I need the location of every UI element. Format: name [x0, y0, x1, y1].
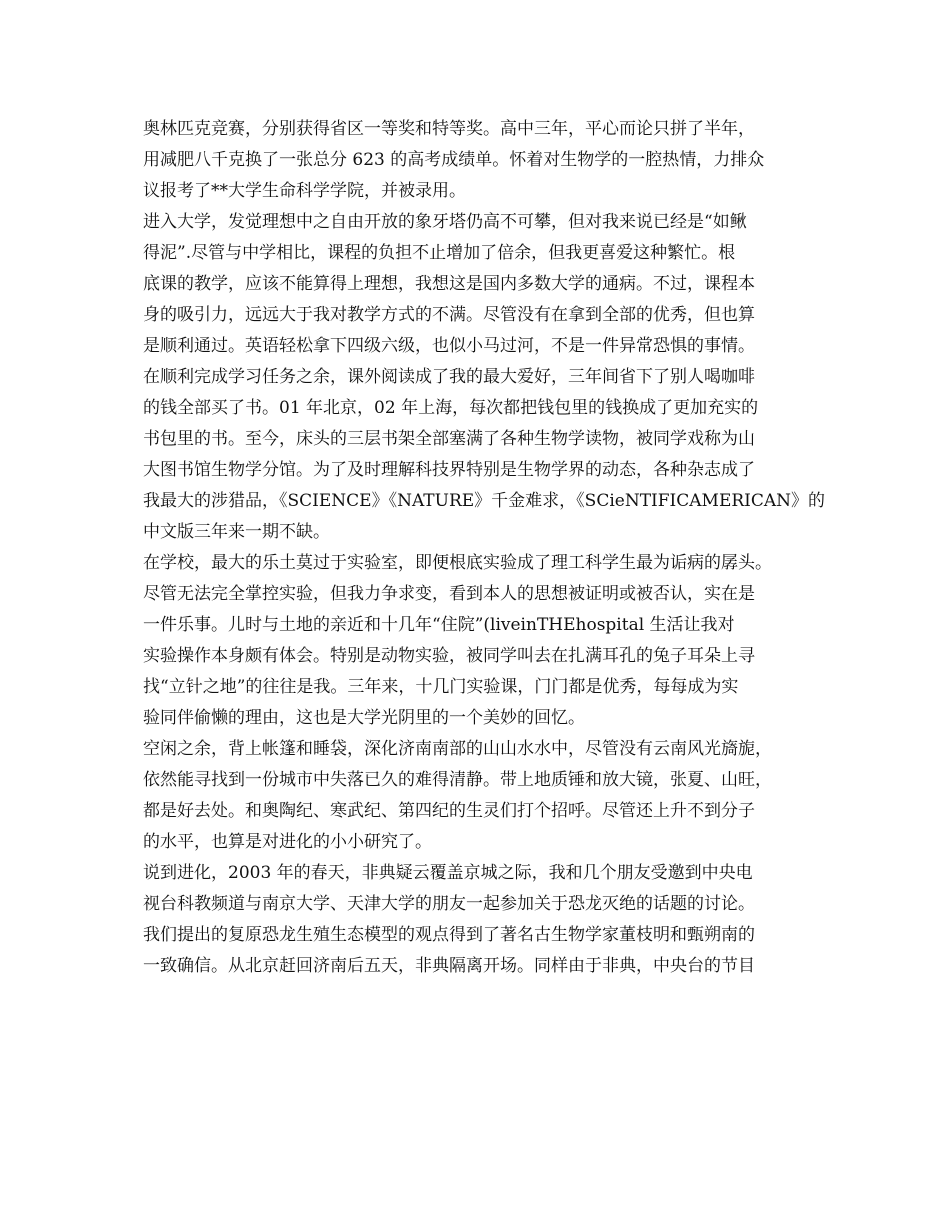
text-line: 空闲之余，背上帐篷和睡袋，深化济南南部的山山水水中，尽管没有云南风光旖旎， [143, 739, 772, 759]
text-line: 大图书馆生物学分馆。为了及时理解科技界特别是生物学界的动态，各种杂志成了 [143, 460, 755, 480]
document-body [143, 114, 826, 982]
text-line: 找“立针之地”的往往是我。三年来，十几门实验课，门门都是优秀，每每成为实 [143, 677, 739, 697]
text-line: 在顺利完成学习任务之余，课外阅读成了我的最大爱好，三年间省下了别人喝咖啡 [143, 367, 755, 387]
text-line: 中文版三年来一期不缺。 [143, 522, 330, 542]
text-line: 的水平，也算是对进化的小小研究了。 [143, 832, 432, 852]
text-line: 我们提出的复原恐龙生殖生态模型的观点得到了著名古生物学家董枝明和甄朔南的 [143, 925, 755, 945]
text-line: 在学校，最大的乐土莫过于实验室，即便根底实验成了理工科学生最为诟病的孱头。 [143, 553, 772, 573]
text-line: 进入大学，发觉理想中之自由开放的象牙塔仍高不可攀，但对我来说已经是“如鳅 [143, 212, 747, 232]
text-line: 视台科教频道与南京大学、天津大学的朋友一起参加关于恐龙灭绝的话题的讨论。 [143, 894, 755, 914]
text-line: 是顺利通过。英语轻松拿下四级六级，也似小马过河，不是一件异常恐惧的事情。 [143, 336, 755, 356]
text-line: 依然能寻找到一份城市中失落已久的难得清静。带上地质锤和放大镜，张夏、山旺， [143, 770, 772, 790]
text-line: 底课的教学，应该不能算得上理想，我想这是国内多数大学的通病。不过，课程本 [143, 274, 755, 294]
text-line: 用减肥八千克换了一张总分 623 的高考成绩单。怀着对生物学的一腔热情，力排众 [143, 150, 765, 170]
text-line: 说到进化，2003 年的春天，非典疑云覆盖京城之际，我和几个朋友受邀到中央电 [143, 863, 753, 883]
text-line: 尽管无法完全掌控实验，但我力争求变，看到本人的思想被证明或被否认，实在是 [143, 584, 755, 604]
text-line: 实验操作本身颇有体会。特别是动物实验，被同学叫去在扎满耳孔的兔子耳朵上寻 [143, 646, 755, 666]
text-line: 议报考了**大学生命科学学院，并被录用。 [143, 181, 466, 201]
text-line: 奥林匹克竞赛，分别获得省区一等奖和特等奖。高中三年，平心而论只拼了半年， [143, 119, 755, 139]
text-line: 一件乐事。儿时与土地的亲近和十几年“住院”(liveinTHEhospital 生活让我对 [143, 615, 735, 635]
text-line: 的钱全部买了书。01 年北京，02 年上海，每次都把钱包里的钱换成了更加充实的 [143, 398, 759, 418]
text-line: 一致确信。从北京赶回济南后五天，非典隔离开场。同样由于非典，中央台的节目 [143, 956, 755, 976]
text-line: 验同伴偷懒的理由，这也是大学光阴里的一个美妙的回忆。 [143, 708, 585, 728]
text-line: 我最大的涉猎品，《SCIENCE》《NATURE》千金难求，《SCieNTIFICAMERICAN》的 [143, 491, 826, 511]
text-line: 得泥”.尽管与中学相比，课程的负担不止增加了倍余，但我更喜爱这种繁忙。根 [143, 243, 736, 263]
text-line: 书包里的书。至今，床头的三层书架全部塞满了各种生物学读物，被同学戏称为山 [143, 429, 755, 449]
text-line: 都是好去处。和奥陶纪、寒武纪、第四纪的生灵们打个招呼。尽管还上升不到分子 [143, 801, 755, 821]
text-line: 身的吸引力，远远大于我对教学方式的不满。尽管没有在拿到全部的优秀，但也算 [143, 305, 755, 325]
